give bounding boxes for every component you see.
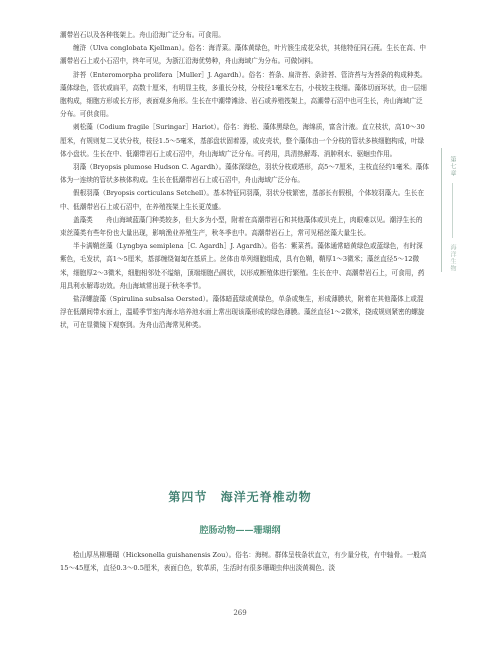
paragraph-6: 假根羽藻（Bryopsis corticulans Setchell）。基本特征同羽藻，羽状分枝繁密，基部长有假根，个体较羽藻大。生长在中、低潮带岩石上或石沼中，在养殖筏架上生长更茂盛。 [60, 189, 425, 211]
subsection-heading: 腔肠动物——珊瑚纲 [199, 526, 281, 536]
tail-text [60, 549, 429, 575]
paragraph-2: 缠浒（Ulva conglobata Kjellman）。俗名：海青菜。藻体黄绿色，叶片簇生成花朵状，其他特征同石莼。生长在高、中潮带岩石上或小石沼中，终年可见，为浙江沿海优势种，舟山海域广为分布。可做饲料。 [60, 44, 427, 66]
paragraph-8: 半卡满鞘丝藻（Lyngbya semiplena［C. Agardh］J. Agardh）。俗名：紫菜苔。藻体通常暗黄绿色或蓝绿色，有时深紫色，毛发状，高1～5厘米，基部缠绕匍匐在基质上。丝体由单列细胞组成，具有色鞘，鞘厚1～3微米；藻丝直径5～12微米，细胞厚2～3微米，细胞相邻处不缢缩，顶端细胞凸圆状，以形成断殖体进行繁殖。生长在中、高潮带岩石上，可食用，药用具利水解毒功效。舟山海域常出现于秋冬季节。 [60, 242, 425, 290]
paragraph-9: 盐泽螺旋藻（Spirulina subsalsa Oersted）。藻体暗蓝绿或黄绿色，单条或集生，形成薄膜状，附着在其他藻体上或混浮在低潮间带水面上，温暖季节室内海水培养池水面上常出现该藻形成的绿色薄膜。藻丝直径1～2微米，挠成规则紧密的螺旋状，可在显微镜下观察到。为舟山沿海常见种类。 [60, 295, 425, 330]
section-heading [0, 488, 480, 505]
tail-paragraph: 桧山厚丛柳珊瑚（Hicksonella guishanensis Zou）。俗名：海树。群体呈枝条状直立，有少量分枝，有中轴骨。一般高15～45厘米，直径0.3～0.5厘米，表面白色，软革质，生活时有很多珊瑚虫伸出淡黄褐色、淡 [60, 551, 427, 573]
paragraph-4: 刺松藻（Codium fragile［Suringar］Hariot）。俗名：海松、藻体黑绿色，海绵质，富含汁液。直立枝状，高10～30厘米，有规则复二叉状分枝，枝径1.5～5毫米，基部盘状固着器，或皮壳状，整个藻体由一个分枝的管状多核细胞构成，叶绿体小盘状。生长在中、低潮带岩石上或石沼中，舟山海域广泛分布。可药用，具清热解毒、消肿利水、驱蛔虫作用。 [60, 123, 425, 158]
page-number: 269 [233, 609, 247, 617]
paragraph-7: 盖藻类 舟山海域蓝藻门种类较多，但大多为小型，附着在高潮带岩石和其他藻体或贝壳上，肉眼难以见。潮浮生长的束丝藻类有些年份也大量出现，影响渔业养殖生产，秋冬季也中。高潮带岩石上，常可见稻丝藻大量生长。 [60, 215, 423, 238]
paragraph-1: 潮带岩石以及各种筏架上。舟山沿海广泛分布。可食用。 [60, 31, 225, 39]
body-text [60, 29, 429, 333]
side-title-label: 海洋生物 [449, 244, 456, 272]
paragraph-3: 浒苔（Enteromorpha prolifera［Muller］J. Agardh）。俗名：苔条、扁浒苔、条浒苔、管浒苔与为苔条的构成种类。藻体绿色，管状或扁平，高数十厘米，有明显主枝，多重长分枝，分枝径1毫米左右，小枝较主枝细。藻体切面环状，由一层细胞构成，细胞方形或长方形，表面观多角形。生长在中潮带滩涂、岩石或养殖筏架上，高潮带石沼中也可生长，舟山海域广泛分布。可供食用。 [60, 70, 427, 119]
side-tab [441, 148, 463, 272]
side-chapter-label: 第七章 [449, 156, 456, 177]
section-number: 第四节 [168, 490, 208, 504]
section-title: 海洋无脊椎动物 [220, 490, 312, 504]
side-divider [452, 183, 453, 238]
paragraph-5: 羽藻（Bryopsis plumose Hudson C. Agardh）。藻体深绿色，羽状分枝或塔形，高5～7厘米，主枝直径约1毫米。藻体体为一连续的管状多核体构成。生长在低潮带岩石上或石沼中，舟山海域广泛分布。 [60, 163, 429, 185]
